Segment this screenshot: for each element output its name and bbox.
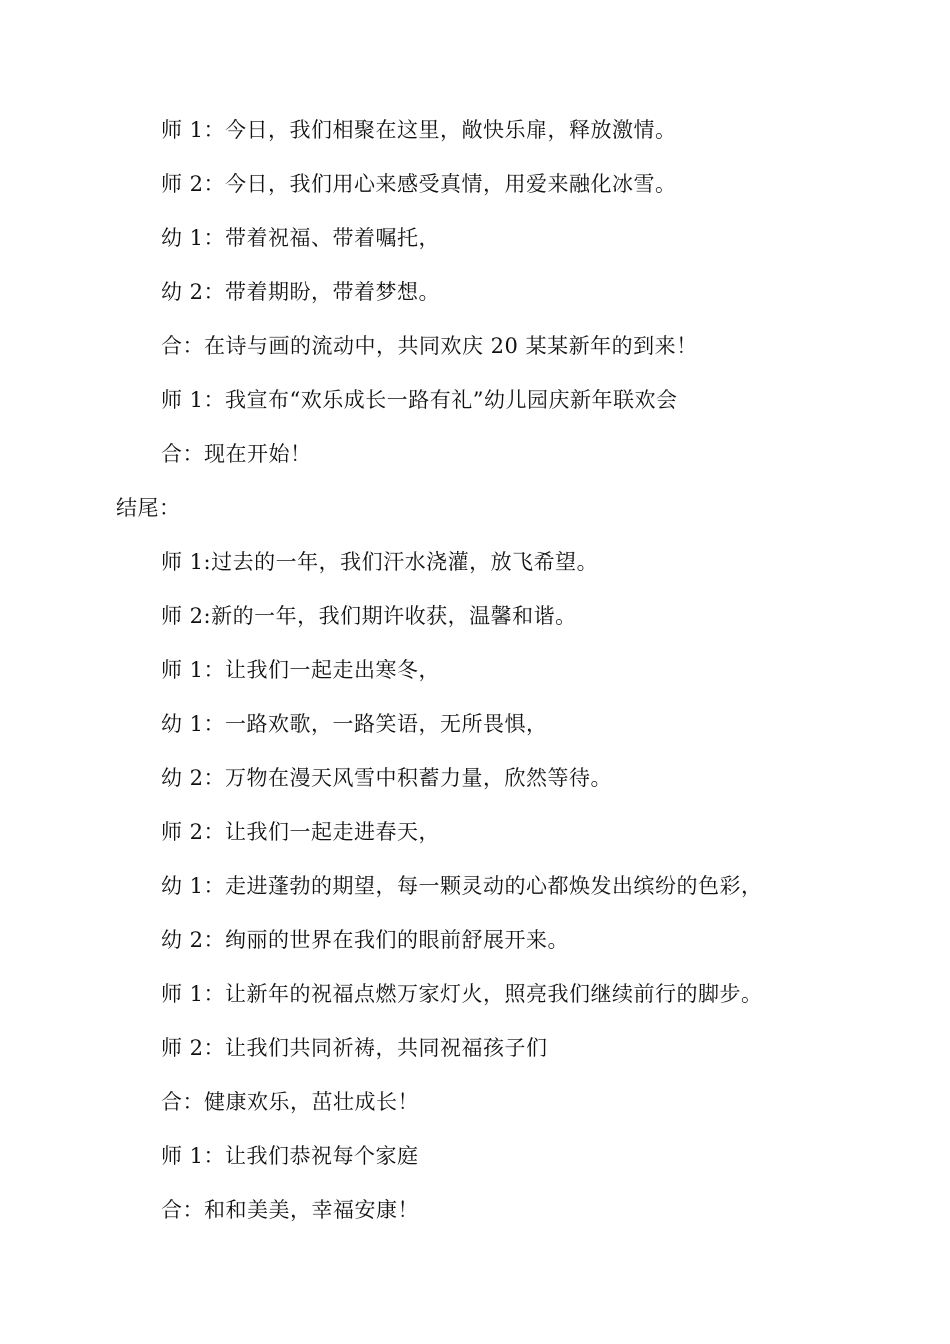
script-line: 幼 2：万物在漫天风雪中积蓄力量，欣然等待。 bbox=[161, 766, 613, 790]
script-line: 合：现在开始！ bbox=[161, 442, 312, 466]
script-line: 师 1：今日，我们相聚在这里，敞快乐扉，释放激情。 bbox=[161, 118, 677, 142]
script-line: 师 1：让我们一起走出寒冬， bbox=[161, 658, 441, 682]
script-line: 幼 2：带着期盼，带着梦想。 bbox=[161, 280, 441, 304]
section-heading: 结尾： bbox=[116, 496, 181, 520]
script-line: 师 2：让我们一起走进春天， bbox=[161, 820, 441, 844]
script-line: 师 2：今日，我们用心来感受真情，用爱来融化冰雪。 bbox=[161, 172, 677, 196]
script-line: 师 1：让我们恭祝每个家庭 bbox=[161, 1144, 419, 1168]
script-line: 幼 2：绚丽的世界在我们的眼前舒展开来。 bbox=[161, 928, 570, 952]
script-line: 幼 1：走进蓬勃的期望，每一颗灵动的心都焕发出缤纷的色彩， bbox=[161, 874, 763, 898]
script-line: 师 1：我宣布“欢乐成长一路有礼”幼儿园庆新年联欢会 bbox=[161, 388, 678, 412]
script-line: 合：和和美美，幸福安康！ bbox=[161, 1198, 419, 1222]
script-line: 师 1:过去的一年，我们汗水浇灌，放飞希望。 bbox=[161, 550, 599, 574]
script-line: 幼 1：带着祝福、带着嘱托， bbox=[161, 226, 441, 250]
script-line: 合：健康欢乐，茁壮成长！ bbox=[161, 1090, 419, 1114]
script-line: 师 2：让我们共同祈祷，共同祝福孩子们 bbox=[161, 1036, 548, 1060]
script-line: 师 2:新的一年，我们期许收获，温馨和谐。 bbox=[161, 604, 577, 628]
script-line: 合：在诗与画的流动中，共同欢庆 20 某某新年的到来！ bbox=[161, 334, 698, 358]
script-line: 幼 1：一路欢歌，一路笑语，无所畏惧， bbox=[161, 712, 548, 736]
script-line: 师 1：让新年的祝福点燃万家灯火，照亮我们继续前行的脚步。 bbox=[161, 982, 763, 1006]
